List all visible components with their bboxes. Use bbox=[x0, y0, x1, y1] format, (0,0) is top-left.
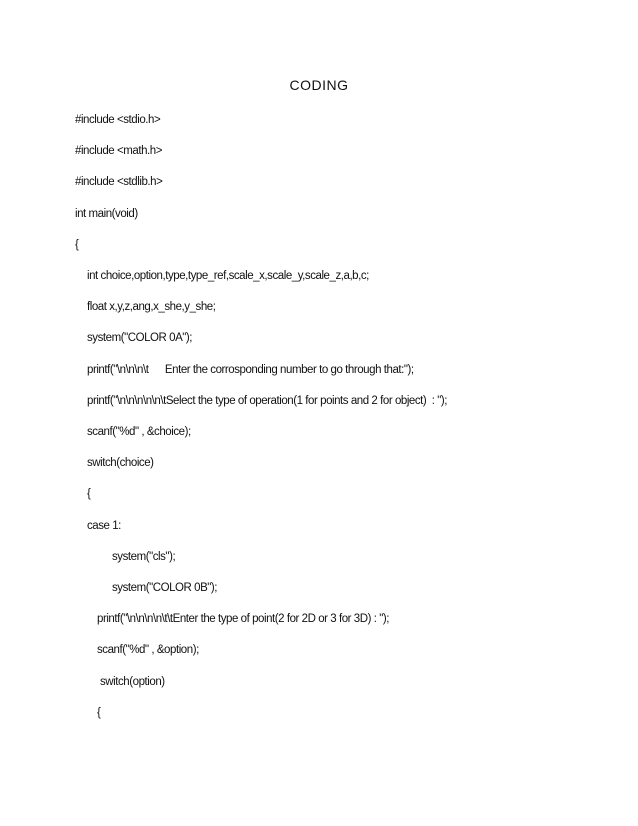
code-line: scanf("%d" , &choice); bbox=[87, 426, 191, 438]
code-line: #include <stdio.h> bbox=[75, 114, 161, 126]
page-title: CODING bbox=[289, 77, 349, 93]
code-line: switch(choice) bbox=[87, 457, 154, 469]
code-line: system("cls"); bbox=[112, 551, 176, 563]
code-line: printf("\n\n\n\n\n\tSelect the type of operation(1 for points and 2 for object) : "); bbox=[87, 395, 448, 407]
code-line: int main(void) bbox=[75, 208, 138, 220]
code-line: case 1: bbox=[87, 520, 121, 532]
code-line: switch(option) bbox=[100, 676, 165, 688]
code-line: { bbox=[97, 707, 101, 719]
code-line: printf("\n\n\n\t Enter the corrosponding number to go through that:"); bbox=[87, 364, 414, 376]
code-line: float x,y,z,ang,x_she,y_she; bbox=[87, 301, 216, 313]
code-line: system("COLOR 0A"); bbox=[87, 332, 193, 344]
code-line: #include <stdlib.h> bbox=[75, 176, 163, 188]
code-line: scanf("%d" , &option); bbox=[97, 644, 199, 656]
code-line: { bbox=[87, 488, 91, 500]
code-line: #include <math.h> bbox=[75, 145, 162, 157]
code-line: { bbox=[75, 239, 79, 251]
code-line: system("COLOR 0B"); bbox=[112, 582, 218, 594]
code-line: printf("\n\n\n\n\t\tEnter the type of point(2 for 2D or 3 for 3D) : "); bbox=[97, 613, 389, 625]
code-line: int choice,option,type,type_ref,scale_x,scale_y,scale_z,a,b,c; bbox=[87, 270, 369, 282]
